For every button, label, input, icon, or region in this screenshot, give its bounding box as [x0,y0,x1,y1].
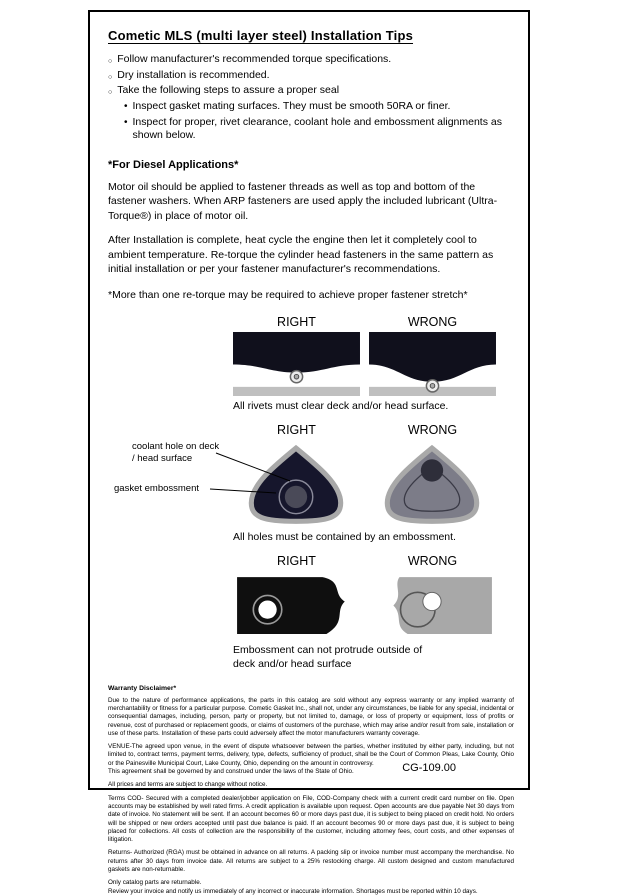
wrong-label: WRONG [407,314,458,329]
diesel-paragraph-2: After Installation is complete, heat cycle the engine then let it completely cool to ambient temperature. Re-torque the cylinder head fasteners in the same pattern as initial installation or per your fastener manufacturer's recommendations. [108,234,494,276]
coolant-hole-callout: coolant hole on deck / head surface [132,440,220,464]
dot-bullet-icon [124,100,128,114]
figure-caption: All rivets must clear deck and/or head surface. [233,399,449,412]
figure-hole-embossment [106,423,512,545]
warranty-paragraph: VENUE-The agreed upon venue, in the event of dispute whatsoever between the parties, whether instituted by either party, including, but not limited to, contract terms, payment terms, delivery, type, defects, sufficiency of product, shall be the Court of Common Pleas, Lake County, Ohio or the Painesville Municipal Court, Lake County, Ohio, depending on the amount in controversy. [108,743,514,767]
warranty-paragraph: Terms COD- Secured with a completed dealer/jobber application on File, COD-Company check with a current credit card number on file. Open accounts may be established by well rated firms. A credit application is available upon request. Open accounts are due payable Net 30 days from date of invoice. No statement will be sent. If an account becomes 60 or more days past due, it is subject to being placed on credit hold. No orders will be shipped or new orders accepted until past due balance is paid. If an account becomes 90 or more days past due, it is subject to being placed for collections. All costs of collection are the responsibility of the customer, including attorney fees, court costs, and other expenses of litigation. [108,794,514,844]
protrude-right-diagram [233,571,360,640]
gasket-embossment-callout: gasket embossment [114,482,200,494]
dot-bullet-icon [124,116,128,143]
figure-caption: All holes must be contained by an embossment. [233,531,456,544]
wrong-label: WRONG [407,422,458,437]
tip-subitem [124,116,512,143]
wrong-label: WRONG [407,554,458,569]
tip-text: Inspect gasket mating surfaces. They must be smooth 50RA or finer. [132,99,451,112]
tip-subitem [124,100,512,114]
tip-item [108,84,512,98]
warranty-heading: Warranty Disclaimer* [108,684,177,692]
right-label: RIGHT [277,554,316,569]
figure-caption: Embossment can not protrude outside of deck and/or head surface [233,644,423,670]
warranty-paragraph: All prices and terms are subject to change without notice. [108,781,268,789]
tip-text: Take the following steps to assure a proper seal [117,84,340,97]
circle-bullet-icon [108,53,112,67]
retorque-note: *More than one re-torque may be required to achieve proper fastener stretch* [108,288,468,301]
rivet-wrong-diagram [369,332,496,396]
circle-bullet-icon [108,84,112,98]
tip-text: Inspect for proper, rivet clearance, coolant hole and embossment alignments as shown below. [132,115,502,142]
right-label: RIGHT [277,314,316,329]
tip-item [108,53,512,67]
tips-list [108,53,512,143]
warranty-paragraph: Due to the nature of performance applications, the parts in this catalog are sold without any express warranty or any implied warranty of merchantability or fitness for a particular purpose. Cometic Gasket Inc., shall not, under any circumstances, be liable for any special, incidental or consequential damages, including, person, party or property, but not limited to, damage, or loss of property or equipment, loss of profits or revenue, cost of purchased or replacement goods, or claims of customers of the purchase, which may arise and/or result from sale, installation or use of these parts. Installation of these parts could adversely affect the motor manufacturers warranty coverage. [108,696,514,737]
page-title: Cometic MLS (multi layer steel) Installation Tips [108,28,414,43]
tip-text: Follow manufacturer's recommended torque specifications. [117,53,392,65]
embossment-wrong-diagram [369,440,496,527]
warranty-paragraph: This agreement shall be governed by and construed under the laws of the State of Ohio. [108,768,354,776]
warranty-disclaimer [108,685,514,896]
tip-text: Dry installation is recommended. [117,68,270,81]
diesel-paragraph-1: Motor oil should be applied to fastener threads as well as top and bottom of the fastener washers. When ARP fasteners are used apply the included lubricant (Ultra-Torque®) in place of motor oil. [108,180,498,222]
warranty-paragraph: Only catalog parts are returnable. [108,879,202,887]
tip-item [108,69,512,83]
diesel-applications-heading: *For Diesel Applications* [108,158,239,171]
figure-embossment-protrude [106,554,512,670]
document-page [88,10,530,895]
circle-bullet-icon [108,69,112,83]
warranty-paragraph: Returns- Authorized (RGA) must be obtained in advance on all returns. A packing slip or invoice number must accompany the merchandise. No returns after 30 days from invoice date. All returns are subject to a 25% restocking charge. All custom designed and custom manufactured gaskets are non-returnable. [108,849,514,874]
protrude-wrong-diagram [369,571,496,640]
right-label: RIGHT [277,422,316,437]
warranty-paragraph: Review your invoice and notify us immediately of any incorrect or inaccurate information. Shortages must be reported within 10 days. [108,887,478,895]
rivet-right-diagram [233,332,360,396]
figure-rivet-clearance [106,315,512,413]
page-number: CG-109.00 [402,762,456,774]
embossment-right-diagram [233,440,360,527]
